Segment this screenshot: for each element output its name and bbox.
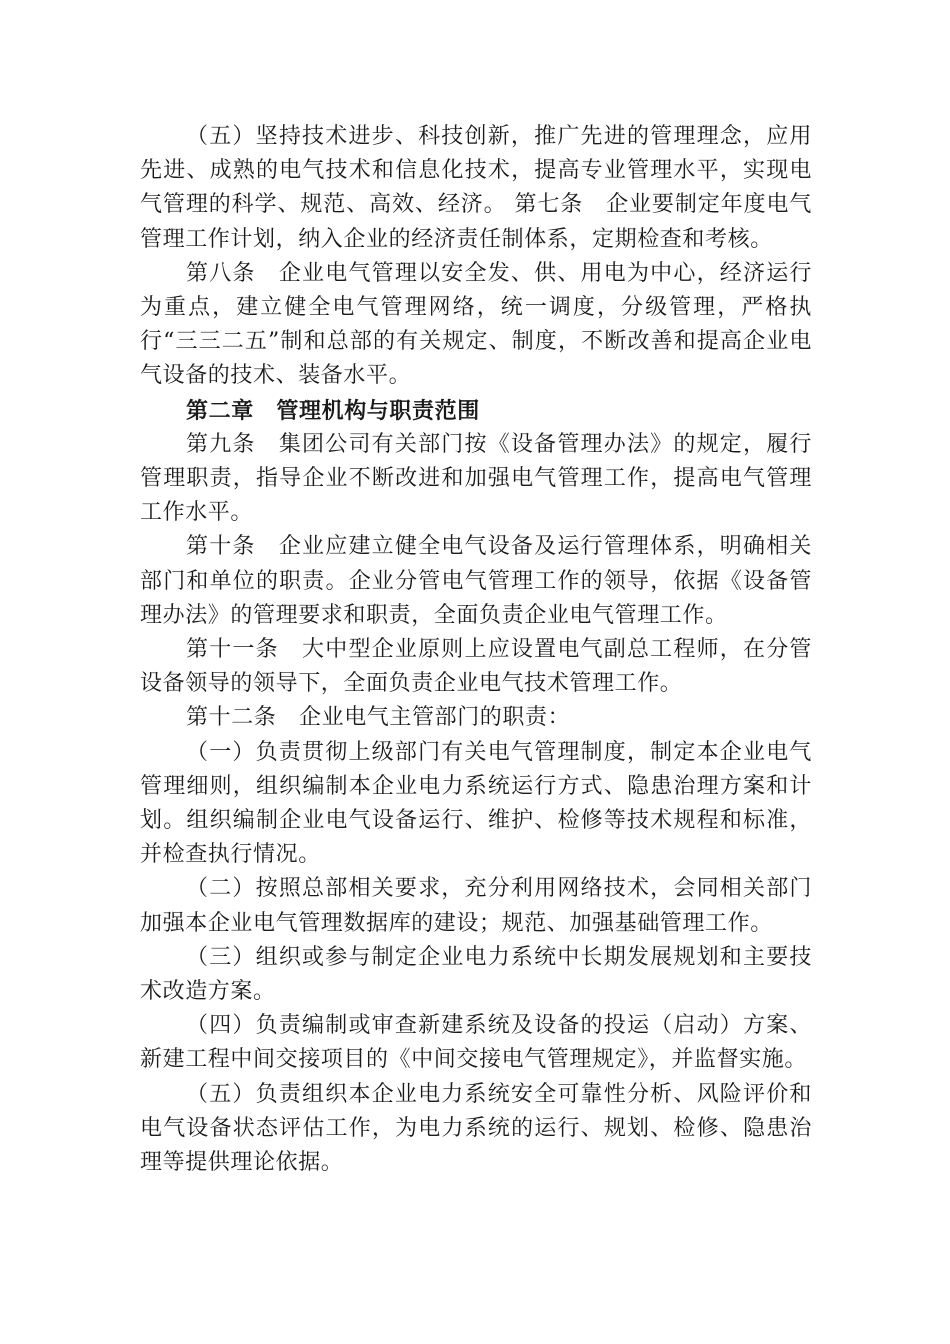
paragraph-duty-3: （三）组织或参与制定企业电力系统中长期发展规划和主要技术改造方案。 xyxy=(140,944,812,1005)
document-body xyxy=(140,120,812,1180)
paragraph-duty-5: （五）负责组织本企业电力系统安全可靠性分析、风险评价和电气设备状态评估工作，为电力系统的运行、规划、检修、隐患治理等提供理论依据。 xyxy=(140,1081,812,1176)
paragraph-duty-2: （二）按照总部相关要求，充分利用网络技术，会同相关部门加强本企业电气管理数据库的建设；规范、加强基础管理工作。 xyxy=(140,876,812,936)
paragraph-item-5-advance-tech: （五）坚持技术进步、科技创新，推广先进的管理理念，应用先进、成熟的电气技术和信息化技术，提高专业管理水平，实现电气管理的科学、规范、高效、经济。 第七条 企业要制定年度电气管理工作计划，纳入企业的经济责任制体系，定期检查和考核。 xyxy=(140,124,812,252)
paragraph-article-10: 第十条 企业应建立健全电气设备及运行管理体系，明确相关部门和单位的职责。企业分管电气管理工作的领导，依据《设备管理办法》的管理要求和职责，全面负责企业电气管理工作。 xyxy=(140,534,812,628)
paragraph-article-9: 第九条 集团公司有关部门按《设备管理办法》的规定，履行管理职责，指导企业不断改进和加强电气管理工作，提高电气管理工作水平。 xyxy=(140,431,812,526)
chapter-2-heading: 第二章 管理机构与职责范围 xyxy=(186,397,480,424)
paragraph-article-12: 第十二条 企业电气主管部门的职责： xyxy=(186,705,571,731)
paragraph-article-8: 第八条 企业电气管理以安全发、供、用电为中心，经济运行为重点，建立健全电气管理网络，统一调度，分级管理，严格执行“三三二五”制和总部的有关规定、制度，不断改善和提高企业电气设备的技术、装备水平。 xyxy=(140,260,812,389)
paragraph-article-11: 第十一条 大中型企业原则上应设置电气副总工程师，在分管设备领导的领导下，全面负责企业电气技术管理工作。 xyxy=(140,637,812,697)
paragraph-duty-1: （一）负责贯彻上级部门有关电气管理制度，制定本企业电气管理细则，组织编制本企业电力系统运行方式、隐患治理方案和计划。组织编制企业电气设备运行、维护、检修等技术规程和标准，并检查执行情况。 xyxy=(140,739,812,868)
paragraph-duty-4: （四）负责编制或审查新建系统及设备的投运（启动）方案、新建工程中间交接项目的《中间交接电气管理规定》，并监督实施。 xyxy=(140,1013,812,1073)
